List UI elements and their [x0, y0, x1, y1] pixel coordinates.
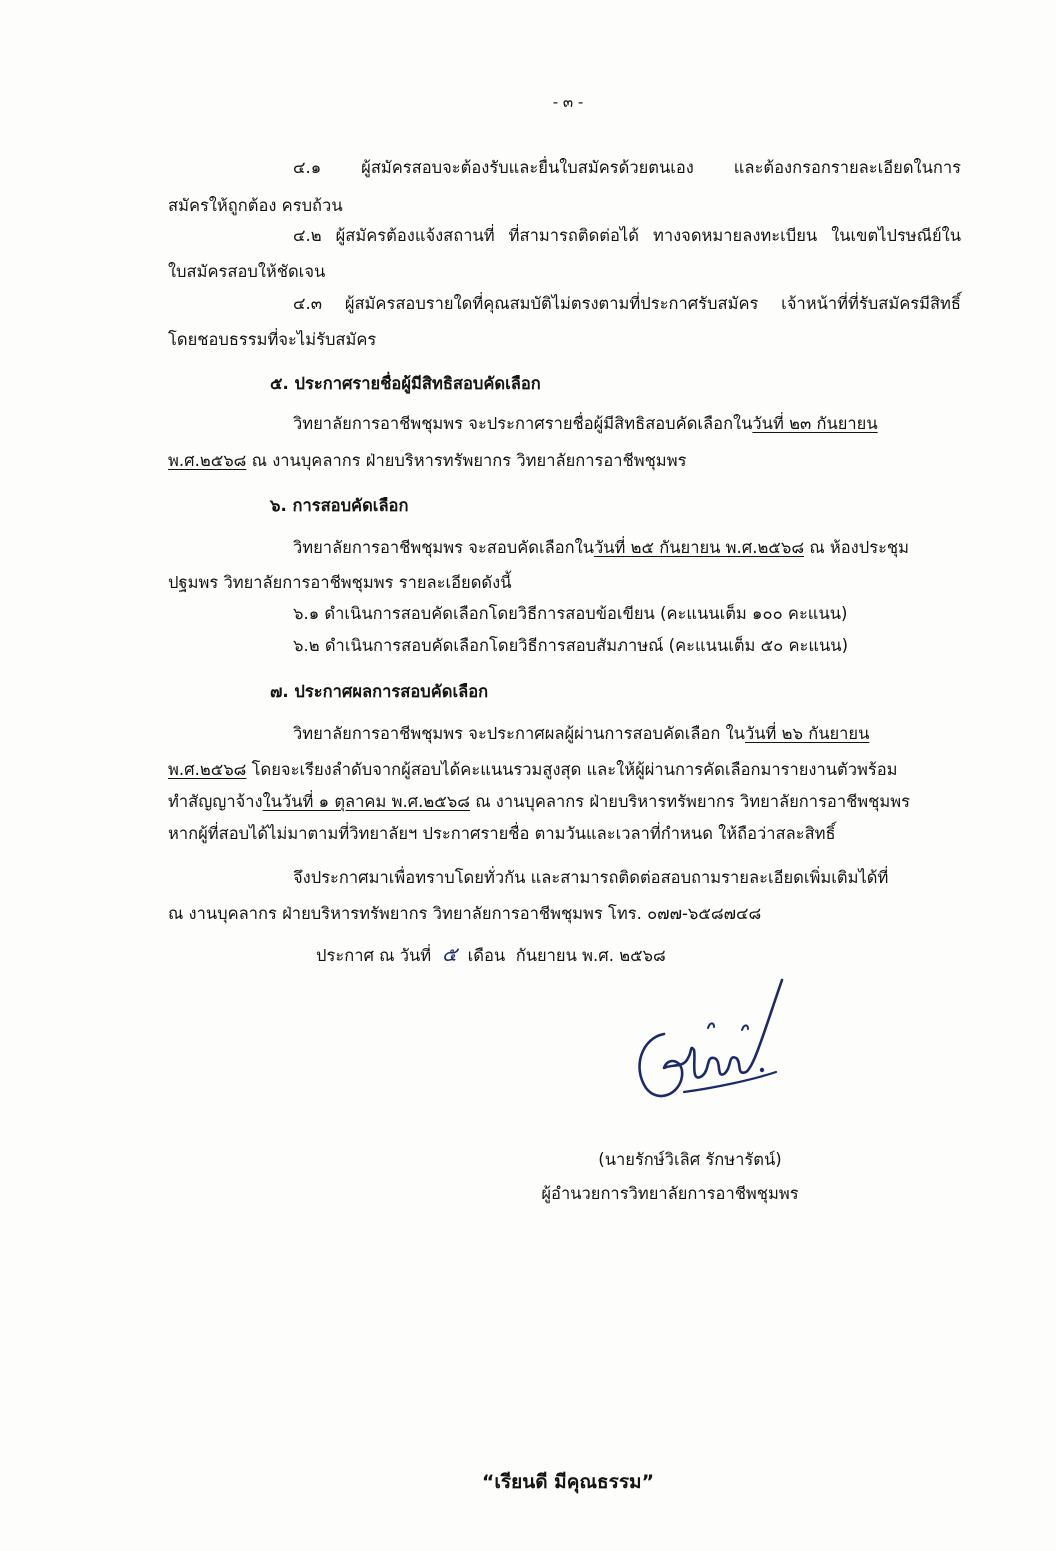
item-4-2-line-2: ใบสมัครสอบให้ชัดเจน: [168, 262, 326, 281]
section-7-text: วิทยาลัยการอาชีพชุมพร จะประกาศผลผู้ผ่านการสอบคัดเลือก ใน: [293, 724, 745, 743]
section-6-sub-2: ๖.๒ ดำเนินการสอบคัดเลือกโดยวิธีการสอบสัมภาษณ์ (คะแนนเต็ม ๕๐ คะแนน): [293, 636, 849, 655]
section-7-ranking: โดยจะเรียงลำดับจากผู้สอบได้คะแนนรวมสูงสุด และให้ผู้ผ่านการคัดเลือกมารายงานตัวพร้อม: [246, 760, 898, 779]
item-4-3-line-1: ๔.๓ ผู้สมัครสอบรายใดที่คุณสมบัติไม่ตรงตามที่ประกาศรับสมัคร เจ้าหน้าที่ที่รับสมัครมีสิทธิ์: [293, 294, 961, 313]
section-6-sub-1: ๖.๑ ดำเนินการสอบคัดเลือกโดยวิธีการสอบข้อเขียน (คะแนนเต็ม ๑๐๐ คะแนน): [293, 604, 848, 623]
page-number: - ๓ -: [552, 93, 584, 111]
item-4-1-line-2: สมัครให้ถูกต้อง ครบถ้วน: [168, 196, 343, 215]
section-6-heading: ๖. การสอบคัดเลือก: [270, 496, 409, 515]
section-7-year: พ.ศ.๒๕๖๘: [168, 760, 247, 779]
section-6-line-2: ปฐมพร วิทยาลัยการอาชีพชุมพร รายละเอียดดังนี้: [168, 573, 512, 592]
section-6-text: วิทยาลัยการอาชีพชุมพร จะสอบคัดเลือกใน: [293, 538, 595, 557]
closing-line-2: ณ งานบุคลากร ฝ่ายบริหารทรัพยากร วิทยาลัยการอาชีพชุมพร โทร. ๐๗๗-๖๕๘๗๔๘: [168, 904, 762, 923]
section-5-location: ณ งานบุคลากร ฝ่ายบริหารทรัพยากร วิทยาลัยการอาชีพชุมพร: [246, 451, 687, 470]
section-7-line-3: [168, 790, 910, 814]
section-7-report-date: ในวันที่ ๑ ตุลาคม พ.ศ.๒๕๖๘: [262, 792, 470, 811]
section-7-heading: ๗. ประกาศผลการสอบคัดเลือก: [270, 682, 489, 701]
item-4-3-line-2: โดยชอบธรรมที่จะไม่รับสมัคร: [168, 330, 377, 349]
section-7-line-2: [168, 758, 898, 782]
announce-month-label: เดือน: [467, 946, 506, 965]
section-5-line-2: [168, 449, 686, 473]
section-7-line-1: [293, 722, 869, 746]
section-5-year: พ.ศ.๒๕๖๘: [168, 451, 247, 470]
section-7-location: ณ งานบุคลากร ฝ่ายบริหารทรัพยากร วิทยาลัยการอาชีพชุมพร: [469, 792, 910, 811]
signatory-position: ผู้อำนวยการวิทยาลัยการอาชีพชุมพร: [541, 1184, 799, 1203]
closing-line-1: จึงประกาศมาเพื่อทราบโดยทั่วกัน และสามารถติดต่อสอบถามรายละเอียดเพิ่มเติมได้ที่: [293, 868, 889, 887]
section-6-date: วันที่ ๒๕ กันยายน พ.ศ.๒๕๖๘: [594, 538, 805, 557]
section-7-date: วันที่ ๒๖ กันยายน: [744, 724, 870, 743]
announce-date-line: [316, 942, 666, 968]
signature-image: [624, 972, 794, 1112]
section-6-line-1: [293, 536, 909, 560]
announce-year: พ.ศ. ๒๕๖๘: [582, 946, 666, 965]
item-4-1-line-1: ๔.๑ ผู้สมัครสอบจะต้องรับและยื่นใบสมัครด้วยตนเอง และต้องกรอกรายละเอียดในการ: [293, 158, 961, 177]
announce-date-prefix: ประกาศ ณ วันที่: [316, 946, 432, 965]
signatory-name: (นายรักษ์วิเลิศ รักษารัตน์): [598, 1150, 782, 1169]
announce-day: ๕: [441, 942, 457, 966]
motto: “เรียนดี มีคุณธรรม”: [481, 1471, 655, 1493]
item-4-2-line-1: ๔.๒ ผู้สมัครต้องแจ้งสถานที่ ที่สามารถติดต่อได้ ทางจดหมายลงทะเบียน ในเขตไปรษณีย์ใน: [293, 226, 961, 245]
section-5-text: วิทยาลัยการอาชีพชุมพร จะประกาศรายชื่อผู้มีสิทธิสอบคัดเลือกใน: [293, 414, 753, 433]
section-5-line-1: [293, 412, 878, 436]
section-7-contract: ทำสัญญาจ้าง: [168, 792, 263, 811]
section-5-date: วันที่ ๒๓ กันยายน: [752, 414, 878, 433]
section-5-heading: ๕. ประกาศรายชื่อผู้มีสิทธิสอบคัดเลือก: [270, 374, 541, 393]
announce-month: กันยายน: [515, 946, 577, 965]
section-7-line-4: หากผู้ที่สอบได้ไม่มาตามที่วิทยาลัยฯ ประกาศรายชื่อ ตามวันและเวลาที่กำหนด ให้ถือว่าสละสิทธิ์: [168, 824, 836, 843]
section-6-room: ณ ห้องประชุม: [804, 538, 910, 557]
